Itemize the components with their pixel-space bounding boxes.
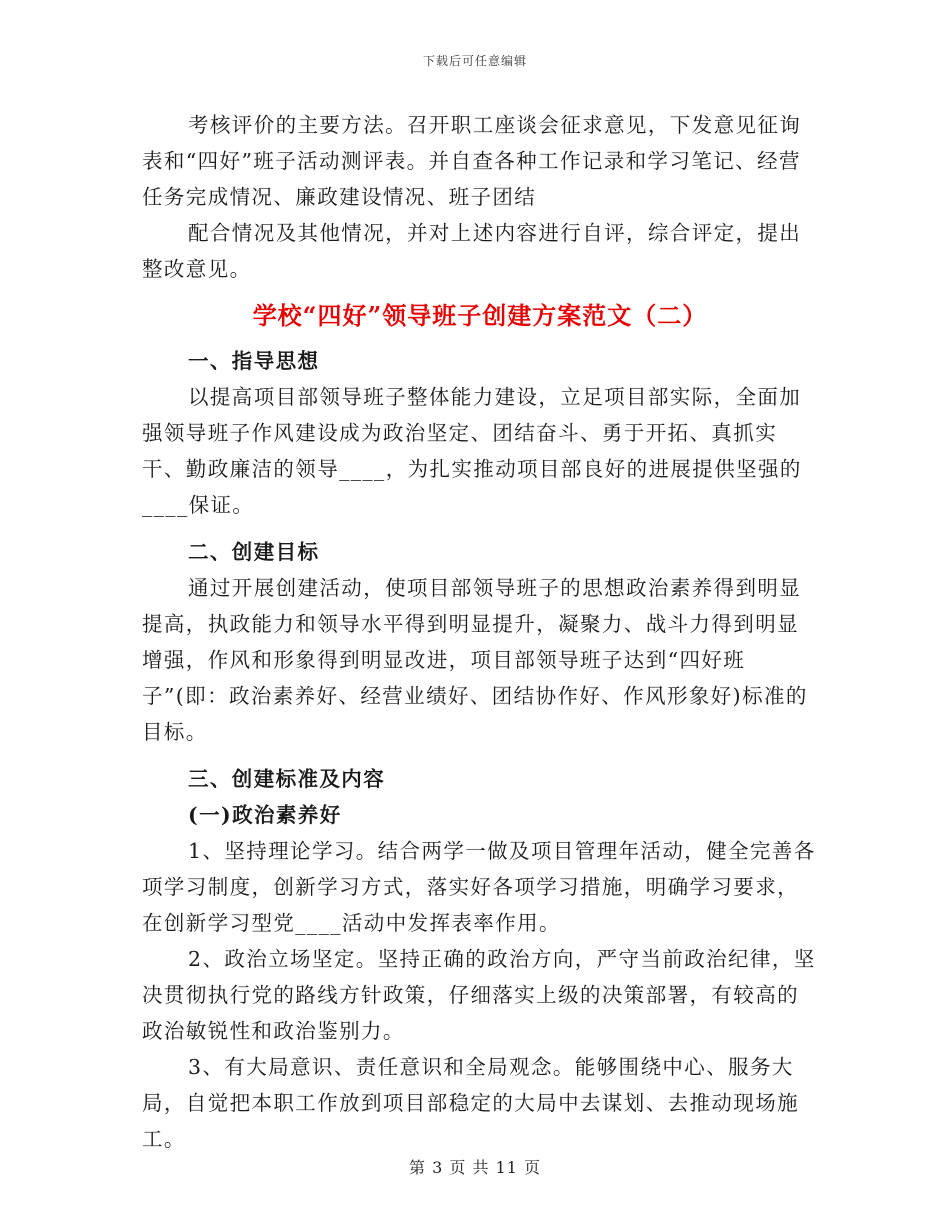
list-item-political-stance: 2、政治立场坚定。坚持正确的政治方向，严守当前政治纪律，坚决贯彻执行党的路线方针政策，仔细落实上级的决策部署，有较高的政治敏锐性和政治鉴别力。	[142, 947, 816, 1043]
document-body	[142, 107, 818, 1157]
section-heading-goals: 二、创建目标	[188, 540, 320, 564]
section-body-goals: 通过开展创建活动，使项目部领导班子的思想政治素养得到明显提高，执政能力和领导水平得到明显提升，凝聚力、战斗力得到明显增强，作风和形象得到明显改进，项目部领导班子达到“四好班子”(即：政治素养好、经营业绩好、团结协作好、作风形象好)标准的目标。	[142, 576, 808, 744]
subsection-heading-political: (一)政治素养好	[188, 803, 342, 827]
list-item-theory-study: 1、坚持理论学习。结合两学一做及项目管理年活动，健全完善各项学习制度，创新学习方式，落实好各项学习措施，明确学习要求，在创新学习型党____活动中发挥表率作用。	[142, 839, 816, 935]
page-number-footer: 第 3 页 共 11 页	[409, 1158, 541, 1177]
intro-paragraph-2: 配合情况及其他情况，并对上述内容进行自评，综合评定，提出整改意见。	[142, 221, 802, 281]
intro-paragraph-1: 考核评价的主要方法。召开职工座谈会征求意见，下发意见征询表和“四好”班子活动测评表。并自查各种工作记录和学习笔记、经营任务完成情况、廉政建设情况、班子团结	[142, 113, 802, 209]
section-heading-guiding-thought: 一、指导思想	[188, 349, 320, 373]
section-body-guiding-thought: 以提高项目部领导班子整体能力建设，立足项目部实际，全面加强领导班子作风建设成为政治坚定、团结奋斗、勇于开拓、真抓实干、勤政廉洁的领导____，为扎实推动项目部良好的进展提供坚强的____保证。	[142, 385, 802, 517]
document-title: 学校“四好”领导班子创建方案范文（二）	[252, 301, 708, 330]
list-item-overall-awareness: 3、有大局意识、责任意识和全局观念。能够围绕中心、服务大局，自觉把本职工作放到项目部稳定的大局中去谋划、去推动现场施工。	[142, 1055, 799, 1151]
section-heading-standards: 三、创建标准及内容	[188, 767, 386, 791]
page-header-note: 下载后可任意编辑	[422, 54, 527, 68]
